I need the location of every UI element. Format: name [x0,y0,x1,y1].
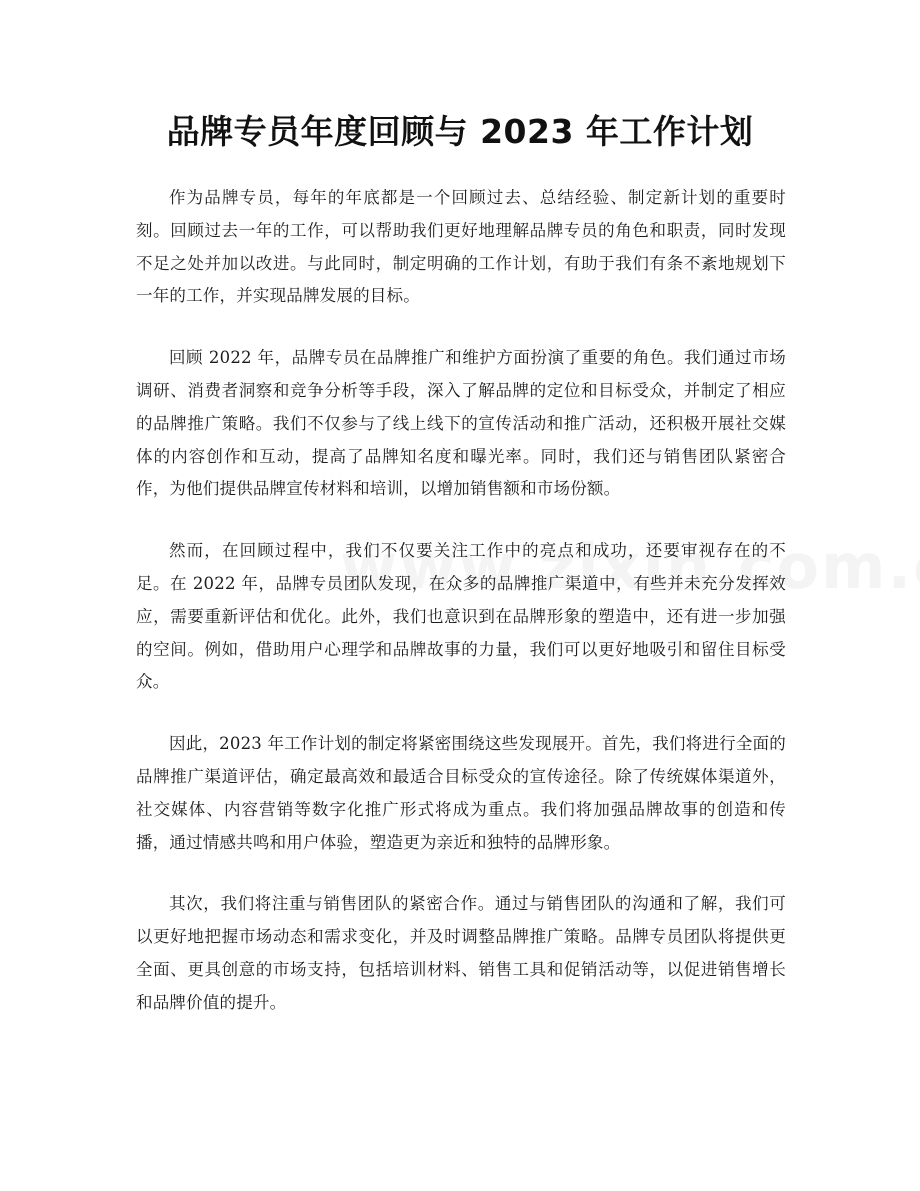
paragraph-review-2022: 回顾 2022 年，品牌专员在品牌推广和维护方面扮演了重要的角色。我们通过市场调研、消费者洞察和竞争分析等手段，深入了解品牌的定位和目标受众，并制定了相应的品牌推广策略。我们不仅参与了线上线下的宣传活动和推广活动，还积极开展社交媒体的内容创作和互动，提高了品牌知名度和曝光率。同时，我们还与销售团队紧密合作，为他们提供品牌宣传材料和培训，以增加销售额和市场份额。 [136,348,786,499]
paragraph-intro: 作为品牌专员，每年的年底都是一个回顾过去、总结经验、制定新计划的重要时刻。回顾过去一年的工作，可以帮助我们更好地理解品牌专员的角色和职责，同时发现不足之处并加以改进。与此同时，制定明确的工作计划，有助于我们有条不紊地规划下一年的工作，并实现品牌发展的目标。 [136,188,786,306]
paragraph-shortcomings: 然而，在回顾过程中，我们不仅要关注工作中的亮点和成功，还要审视存在的不足。在 2022 年，品牌专员团队发现，在众多的品牌推广渠道中，有些并未充分发挥效应，需要重新评估和优化。此外，我们也意识到在品牌形象的塑造中，还有进一步加强的空间。例如，借助用户心理学和品牌故事的力量，我们可以更好地吸引和留住目标受众。 [136,541,786,692]
paragraph-plan-2023: 因此，2023 年工作计划的制定将紧密围绕这些发现展开。首先，我们将进行全面的品牌推广渠道评估，确定最高效和最适合目标受众的宣传途径。除了传统媒体渠道外，社交媒体、内容营销等数字化推广形式将成为重点。我们将加强品牌故事的创造和传播，通过情感共鸣和用户体验，塑造更为亲近和独特的品牌形象。 [136,734,786,852]
paragraph-sales-cooperation: 其次，我们将注重与销售团队的紧密合作。通过与销售团队的沟通和了解，我们可以更好地把握市场动态和需求变化，并及时调整品牌推广策略。品牌专员团队将提供更全面、更具创意的市场支持，包括培训材料、销售工具和促销活动等，以促进销售增长和品牌价值的提升。 [136,894,786,1012]
document-body [136,182,786,1049]
document-title: 品牌专员年度回顾与 2023 年工作计划 [166,112,754,151]
